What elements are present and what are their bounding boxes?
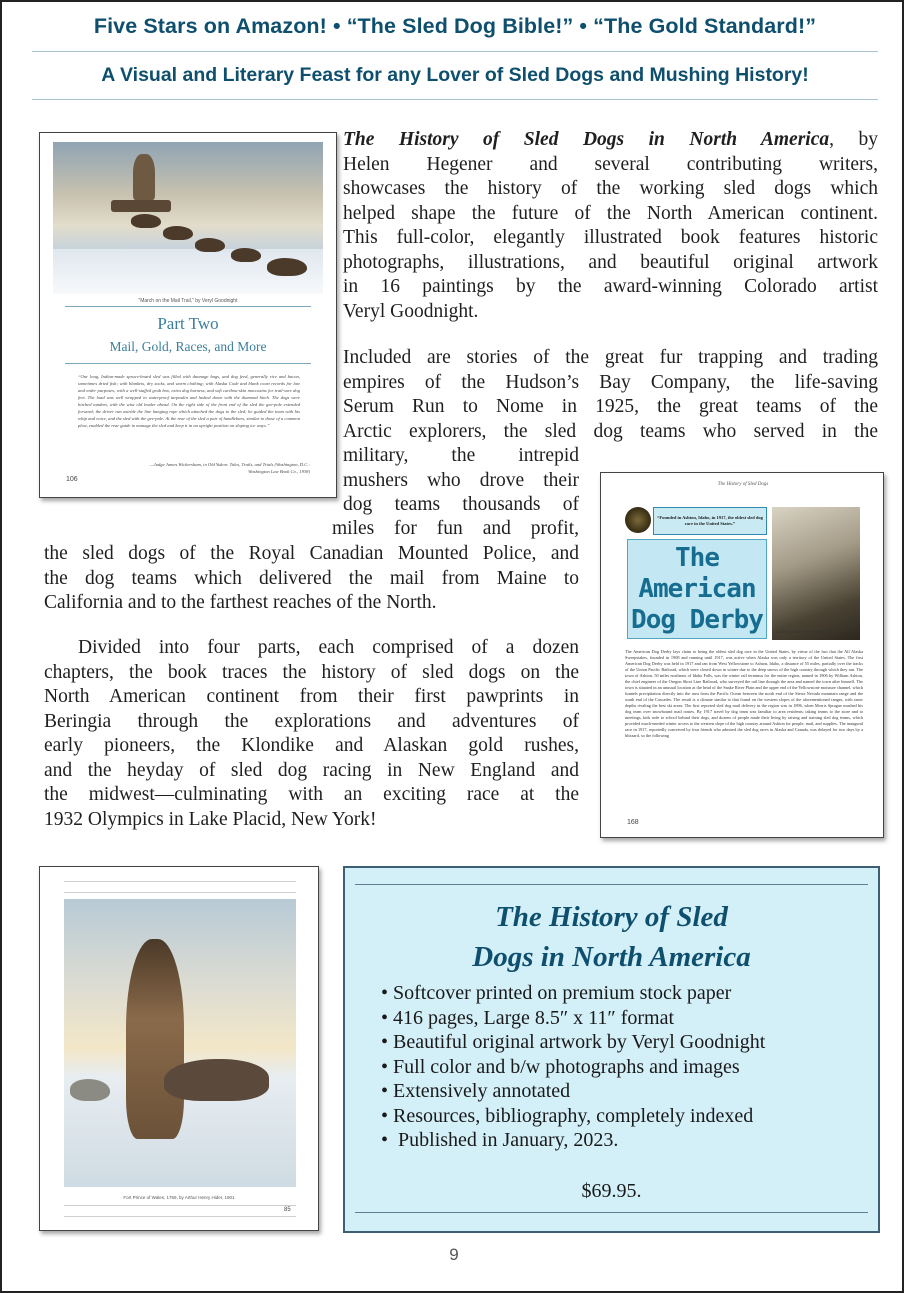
pull-quote-box: “Founded in Ashton, Idaho, in 1917, the oldest sled dog race in the United States.” (653, 507, 767, 535)
book-title-inline: The History of Sled Dogs in North America (343, 129, 830, 150)
list-item: • Resources, bibliography, completely indexed (381, 1104, 871, 1129)
running-head: The History of Sled Dogs (717, 482, 769, 487)
price: $69.95. (581, 1180, 642, 1202)
thumbnail-page-number: 85 (284, 1207, 291, 1213)
list-item: • Softcover printed on premium stock paper (381, 981, 871, 1006)
intro-paragraph-2-wrap: military, the intrepid mushers who drove their dog teams thousands of (343, 445, 579, 515)
feature-list (381, 981, 871, 1153)
book-page-thumbnail-fort-prince-of-wales (39, 866, 319, 1231)
painting-caption: “March on the Mail Trail,” by Veryl Goodnight (138, 298, 238, 304)
list-item: • Extensively annotated (381, 1079, 871, 1104)
seal-icon (625, 507, 651, 533)
painting-fort-prince-of-wales (64, 899, 296, 1187)
part-heading: Part Two (157, 314, 219, 333)
historic-photo (772, 507, 860, 640)
list-item: • 416 pages, Large 8.5″ x 11″ format (381, 1006, 871, 1031)
thumbnail-page-number: 168 (627, 819, 639, 826)
chapter-title: The American Dog Derby (627, 539, 767, 639)
thumbnail-page-number: 106 (66, 476, 78, 483)
list-item: • Beautiful original artwork by Veryl Goodnight (381, 1030, 871, 1055)
header-rule (32, 99, 878, 100)
book-page-thumbnail-american-dog-derby (600, 472, 884, 838)
chapter-body-text: The American Dog Derby lays claim to being the oldest sled dog race in the United States, by virtue of the fact that the All Alaska Sweepstakes, founded in 1908 and running until 1917, was active when Alaska was only a territory of the United States. The first American Dog Derby was held in 1917 and ran from West Yellowstone to Ashton, Idaho, a distance of 55 miles, partially over the tracks of the Union Pacific Railroad, which were closed down in winter due to the deep snows of the high country through which they ran. The town of Ashton, 50 miles northeast of Idaho Falls, was the winter rail terminus for the entire region, named in 1906 by William Ashton, the chief engineer of the Oregon Short Line Railroad, who surveyed the rail line through the area and named the town after himself. The town is situated in an unusual location at the head of the Snake River Plain and the upper end of the Yellowstone moisture channel, which funnels precipitation directly into the area from the Pacific Ocean between the north end of the Sierra Nevada mountain range and the south end of the Cascades. The result is a climate similar to that found on the western slopes of the aforementioned ranges, with snow depths rivaling the best ski areas. The first reported sled dog mail delivery in the region was in 1896, when Morris Sprague mushed his dog team over snowbound mail routes. By 1917 travel by dog team was familiar to area residents; taking teams to the store and to meetings, kids rode to school behind their dogs, and dozens of people made their living by raising and training sled dog teams, which provided much-needed winter access to the western slope of the high country around Ashton for people, mail, and supplies. The inaugural race in 1917, reportedly conceived by four friends who admired the sled dog races in Alaska and Canada, was delayed for two days by a blizzard, so the following (625, 649, 863, 738)
headline-tagline: A Visual and Literary Feast for any Lover of Sled Dogs and Mushing History! (101, 64, 809, 86)
header-rule (32, 51, 878, 52)
intro-paragraph-3: Divided into four parts, each comprised of a dozen chapters, the book traces the history of sled dogs on the North American continent from their first pawprints in Beringia through the explorations and adventures of early pioneers, the Klondike and Alaskan gold rushes, and the heyday of sled dog racing in New England and the midwest—culminating with an exciting race at the 1932 Olympics in Lake Placid, New York! (44, 637, 579, 830)
epigraph-attribution: —Judge James Wickersham, in Old Yukon: Tales, Trails, and Trials (Washington, D.C.: Washington Law Book Co., 1938) (149, 462, 310, 474)
book-page-thumbnail-part-two (39, 132, 337, 498)
photo-caption: Tud Kent, six-time race champion, 1926 (777, 630, 835, 634)
part-subtitle: Mail, Gold, Races, and More (109, 339, 267, 354)
book-info-box (343, 866, 880, 1233)
painting-caption: Fort Prince of Wales, 1759, by Arthur Henry Hider, 1901 (123, 1195, 235, 1200)
list-item: • Full color and b/w photographs and images (381, 1055, 871, 1080)
book-title: The History of Sled Dogs in North America (472, 901, 751, 973)
painting-march-on-the-mail-trail (53, 142, 323, 294)
headline-reviews: Five Stars on Amazon! • “The Sled Dog Bible!” • “The Gold Standard!” (93, 14, 817, 38)
list-item: • Published in January, 2023. (381, 1128, 871, 1153)
epigraph-quote: “Our long, Indian-made spruce-board sled was filled with dunnage bags, and dog feed, generally rice and bacon, sometimes dried fish; with blankets, dry socks, and warm clothing; with Alaska Code and blank court records for law and order purposes; with a well-stuffed grub box, extra dog harness, and soft caribou-skin moccasins for trail-sore dog feet. The load was well wrapped in waterproof tarpaulin and lashed down with the diamond hitch. The dogs were hitched tandem, with the wise old leader ahead. On the right side of the front end of the sled the gee-pole extended forward; the driver ran astride the line hanging rope which attached the dogs to the sled; he guided the team with his whip and voice, and the sled with the gee-pole. At the rear of the sled a pair of handlebars, similar to those of a common plow, enabled the rear guide to manage the sled and keep it in an upright position on sloping ice ways.” (78, 374, 300, 428)
intro-paragraph-2: Included are stories of the great fur trapping and trading empires of the Hudson’s Bay Company, the life-saving Serum Run to Nome in 1925, the great teams of the Arctic explorers, the sled dog teams who served in the (343, 347, 878, 442)
page-number: 9 (449, 1245, 459, 1264)
intro-paragraph-1: The History of Sled Dogs in North America, by Helen Hegener and several contributing writers, showcases the history of the working sled dogs which helped shape the future of the North American continent. This full-color, elegantly illustrated book features historic photographs, illustrations, and beautiful original artwork in 16 paintings by the award-winning Colorado artist Veryl Goodnight. (343, 129, 879, 322)
page: Five Stars on Amazon! • “The Sled Dog Bible!” • “The Gold Standard!” A Visual and Literary Feast for any Lover of Sled Dogs and Mushing History! “March on the Mail Trail,” by Veryl Goodnight Part Two Mail, Gold, Races, and More “Our long, Indian-made spruce-board sled was filled with dunnage bags, and dog feed, generally rice and bacon, sometimes dried fish; with blankets, dry socks, and warm clothing; with Alaska Code and blank court records for law and order purposes; with a well-stuffed grub box, extra dog harness, and soft caribou-skin moccasins for trail-sore dog feet. The load was well wrapped in waterproof tarpaulin and lashed down with the diamond hitch. The dogs were hitched tandem, with the wise old leader ahead. On the right side of the front end of the sled the gee-pole extended forward; the driver ran astride the line hanging rope which attached the dogs to the sled; he guided the team with his whip and voice, and the sled with the gee-pole. At the rear of the sled a pair of handlebars, similar to those of a common plow, enabled the rear guide to manage the sled and keep it in an upright position on sloping ice ways.” —Judge James Wickersham, in Old Yukon: Tales, Trails, and Trials (Washington, D.C.: Washington Law Book Co., 1938) 106 The History of Sled Dogs in North America, by Helen Hegener and several contributing writers, showcases the history of the working sled dogs which helped shape the future of the North American continent. This full-color, elegantly illustrated book features historic photographs, illustrations, and beautiful original artwork in 16 paintings by the award-winning Colorado artist Veryl Goodnight. Included are stories of the great fur trapping and trading empires of the Hudson’s Bay Company, the life-saving Serum Run to Nome in 1925, the great teams of the Arctic explorers, the sled dog teams who served in the military, the intrepid mushers who drove their dog teams thousands of miles for fun and profit, the sled dogs of the Royal Canadian Mounted Police, and the dog teams which delivered the mail from Maine to California and to the farthest reaches of the North. Divided into four parts, each comprised of a dozen chapters, the book traces the history of sled dogs on the North American continent from their first pawprints in Beringia through the explorations and adventures of early pioneers, the Klondike and Alaskan gold rushes, and the heyday of sled dog racing in New England and the midwest—culminating with an exciting race at the 1932 Olympics in Lake Placid, New York! The History of Sled Dogs “Founded in Ashton, Idaho, in 1917, the oldest sled dog race in the United States.” The American Dog Derby Tud Kent, six-time race champion, 1926 The American Dog Derby lays claim to being the oldest sled dog race in the United States, by virtue of the fact that the All Alaska Sweepstakes, founded in 1908 and running until 1917, was active when Alaska was only a territory of the United States. The first American Dog Derby was held in 1917 and ran from West Yellowstone to Ashton, Idaho, a distance of 55 miles, partially over the tracks of the Union Pacific Railroad, which were closed down in winter due to the deep snows of the high country through which they ran. The town of Ashton, 50 miles northeast of Idaho Falls, was the winter rail terminus for the entire region, named in 1906 by William Ashton, the chief engineer of the Oregon Short Line Railroad, who surveyed the rail line through the area and named the town after himself. The town is situated in an unusual location at the head of the Snake River Plain and the upper end of the Yellowstone moisture channel, which funnels precipitation directly into the area from the Pacific Ocean between the north end of the Sierra Nevada mountain range and the south end of the Cascades. The result is a climate similar to that found on the western slopes of the aforementioned ranges, with snow depths rivaling the best ski areas. The first reported sled dog mail delivery in the region was in 1896, when Morris Sprague mushed his dog team over snowbound mail routes. By 1917 travel by dog team was familiar to area residents; taking teams to the store and to meetings, kids rode to school behind their dogs, and dozens of people made their living by raising and training sled dog teams, which provided much-needed winter access to the western slope of the high country around Ashton for people, mail, and supplies. The inaugural race in 1917, reportedly conceived by four friends who admired the sled dog races in Alaska and Canada, was delayed for two days by a blizzard, so the following 168 Fort Prince of Wales, 1759, by Arthur Henry Hider, 1901 85 The History of Sled Dogs in North America • Softcover printed on premium stock paper • 416 pages, Large 8.5″ x 11″ format • Beautiful original artwork by Veryl Goodnight • Full color and b/w photographs and images • Extensively annotated • Resources, bibliography, completely indexed • Published in January, 2023. $69.95. 9 (0, 0, 904, 1293)
